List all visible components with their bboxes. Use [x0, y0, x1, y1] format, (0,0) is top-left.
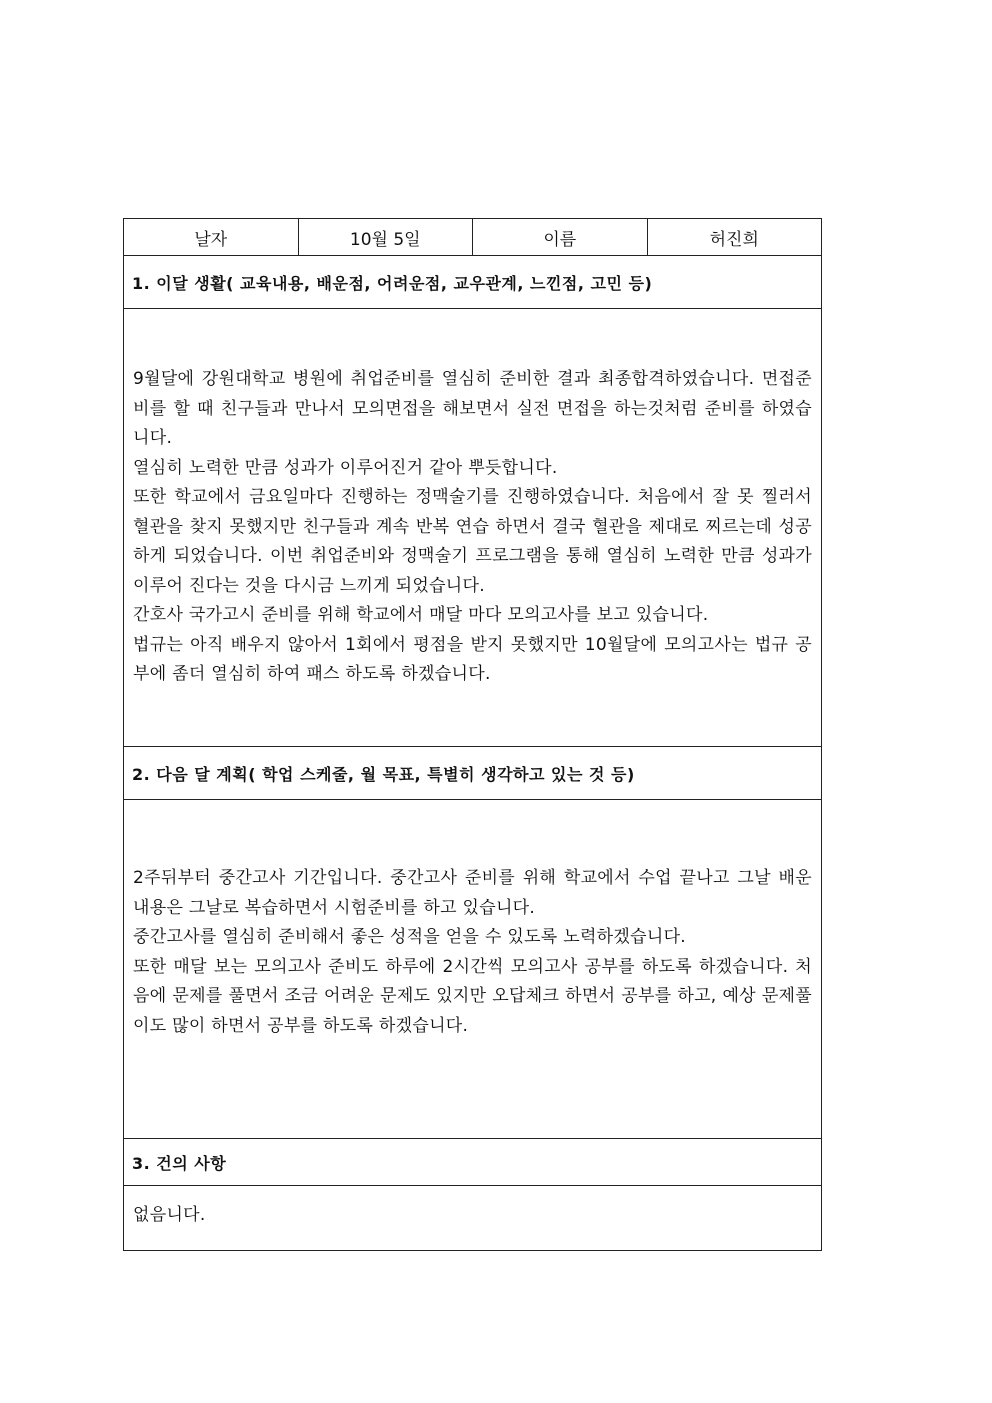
section-2-title-row: [124, 747, 822, 800]
section-3-title-row: [124, 1139, 822, 1186]
section-1-paragraph: 간호사 국가고시 준비를 위해 학교에서 매달 마다 모의고사를 보고 있습니다.: [133, 605, 709, 625]
section-3-body: [124, 1186, 822, 1251]
section-2-paragraph: 또한 매달 보는 모의고사 준비도 하루에 2시간씩 모의고사 공부를 하도록 하겠습니다. 처음에 문제를 풀면서 조금 어려운 문제도 있지만 오답체크 하면서 공부를 하고, 예상 문제풀이도 많이 하면서 공부를 하도록 하겠습니다.: [133, 956, 812, 1036]
section-1-paragraph: 또한 학교에서 금요일마다 진행하는 정맥술기를 진행하였습니다. 처음에서 잘 못 찔러서 혈관을 찾지 못했지만 친구들과 계속 반복 연습 하면서 결국 혈관을 제대로 찌르는데 성공하게 되었습니다. 이번 취업준비와 정맥술기 프로그램을 통해 열심히 노력한 만큼 성과가 이루어 진다는 것을 다시금 느끼게 되었습니다.: [133, 487, 812, 596]
section-1-body-row: [124, 309, 822, 747]
section-2-body-row: [124, 800, 822, 1139]
section-1-body: [124, 309, 822, 747]
section-1-paragraph: 법규는 아직 배우지 않아서 1회에서 평점을 받지 못했지만 10월달에 모의고사는 법규 공부에 좀더 열심히 하여 패스 하도록 하겠습니다.: [133, 634, 812, 684]
name-value: 허진희: [647, 219, 822, 256]
section-1-title: 1. 이달 생활( 교육내용, 배운점, 어려운점, 교우관계, 느낀점, 고민 등): [124, 256, 822, 309]
section-2-paragraph: 중간고사를 열심히 준비해서 좋은 성적을 얻을 수 있도록 노력하겠습니다.: [133, 927, 686, 947]
section-1-title-row: [124, 256, 822, 309]
section-3-title: 3. 건의 사항: [124, 1139, 822, 1186]
date-value: 10월 5일: [298, 219, 473, 256]
report-table: [123, 218, 822, 1251]
section-3-body-row: [124, 1186, 822, 1251]
date-label: 날자: [124, 219, 299, 256]
section-2-body: [124, 800, 822, 1139]
section-2-paragraph: 2주뒤부터 중간고사 기간입니다. 중간고사 준비를 위해 학교에서 수업 끝나고 그날 배운 내용은 그날로 복습하면서 시험준비를 하고 있습니다.: [133, 868, 812, 918]
section-1-paragraph: 열심히 노력한 만큼 성과가 이루어진거 같아 뿌듯합니다.: [133, 457, 558, 478]
section-2-title: 2. 다음 달 계획( 학업 스케줄, 월 목표, 특별히 생각하고 있는 것 등): [124, 747, 822, 800]
header-row: [124, 219, 822, 256]
section-3-paragraph: 없음니다.: [133, 1205, 206, 1225]
name-label: 이름: [473, 219, 648, 256]
section-1-paragraph: 9월달에 강원대학교 병원에 취업준비를 열심히 준비한 결과 최종합격하였습니다. 면접준비를 할 때 친구들과 만나서 모의면접을 해보면서 실전 면접을 하는것처럼 준비를 하였습니다.: [133, 369, 812, 448]
